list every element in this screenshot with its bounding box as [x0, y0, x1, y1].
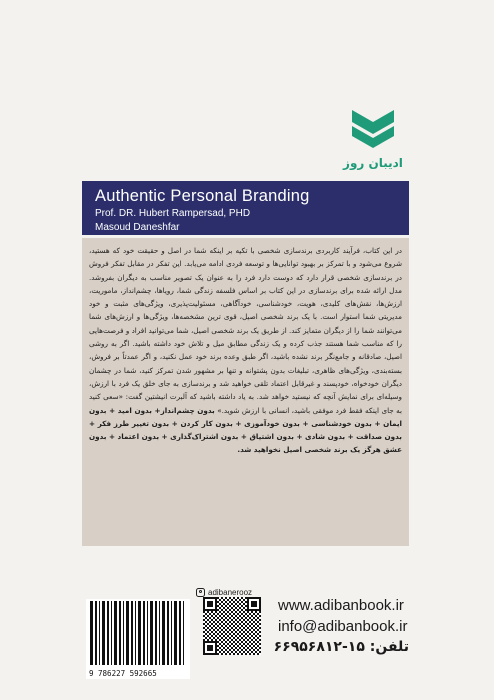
description-text — [89, 244, 402, 457]
book-stack-icon — [338, 100, 408, 156]
author-translator: Masoud Daneshfar — [95, 222, 180, 233]
publisher-name: ادیبان روز — [343, 156, 403, 170]
instagram-icon — [196, 588, 205, 597]
barcode-icon — [86, 599, 190, 667]
description-box — [82, 238, 409, 546]
email-link[interactable]: info@adibanbook.ir — [278, 618, 408, 635]
description-bold-paragraph: بدون چشم‌انداز+ بدون امید + بدون ایمان + بدون خودشناسی + بدون خودآموزی + بدون کار کردن + بدون تغییر طرز فکر + بدون صداقت + بدون شادی + بدون اشتیاق + بدون اشتراک‌گذاری + بدون اعتماد + بدون عشق هرگز یک برند شخصی اصیل نخواهید شد. — [89, 405, 402, 455]
qr-code — [203, 597, 261, 655]
qr-code-icon — [203, 597, 261, 655]
publisher-logo — [338, 100, 408, 175]
title-box — [82, 181, 409, 235]
isbn-number: 9 786227 592665 — [89, 669, 157, 678]
instagram-text: adibanerooz — [208, 587, 253, 597]
isbn-barcode — [86, 599, 190, 679]
book-title: Authentic Personal Branding — [95, 187, 310, 205]
description-paragraph: در این کتاب، فرآیند کاربردی برندسازی شخصی با تکیه بر اینکه شما در اصل و حقیقت خود که هستید، شروع می‌شود و با تمرکز بر بهبود توانایی‌ها و توسعه فردی ادامه می‌یابد. این تفکر در مقابل تفکر فروش در برندسازی شخصی قرار دارد که دوست دارد فرد را به عنوان یک تصویر مناسب به دیگران بفروشد. مدل ارائه شده برای برندسازی در این کتاب بر اساس فلسفه زندگی شما، رویاها، چشم‌انداز، ماموریت، ارزش‌ها، نقش‌های کلیدی، هویت، خودشناسی، خودآگاهی، مسئولیت‌پذیری، ویژگی‌های مثبت و خود مدیریتی شما استوار است. با یک برند شخصی اصیل، قوی ترین مشخصه‌ها، ویژگی‌ها و ارزش‌های شما می‌توانند شما را از دیگران متمایز کند. از طریق یک برند شخصی اصیل، شما می‌توانید افراد و فرصت‌هایی را که مناسب شما هستند جذب کرده و یک زندگی مطابق میل و تلاش خود داشته باشید. اگر به روشی اصیل، صادقانه و جامع‌نگر برند نشده باشید، اگر طبق وعده برند خود عمل نکنید، و اگر عمدتاً بر فروش، بسته‌بندی، ویژگی‌های ظاهری، تبلیغات بدون پشتوانه و تنها بر مشهور شدن تمرکز کنید، شما در چشمان دیگران خودخواه، خودپسند و غیرقابل اعتماد تلقی خواهید شد و برندسازی به جای خلق یک فرد با ارزش، وسیله‌ای برای نمایش آنچه که نیستید خواهد شد. به یاد داشته باشید که آلبرت انیشتین گفت: «سعی کنید به جای اینکه فقط فرد موفقی باشید، انسانی با ارزش شوید.» — [89, 246, 402, 415]
phone-number: تلفن: ۱۵-۶۶۹۵۶۸۱۲ — [273, 639, 409, 655]
website-link[interactable]: www.adibanbook.ir — [278, 597, 404, 614]
author-primary: Prof. DR. Hubert Rampersad, PHD — [95, 208, 251, 219]
